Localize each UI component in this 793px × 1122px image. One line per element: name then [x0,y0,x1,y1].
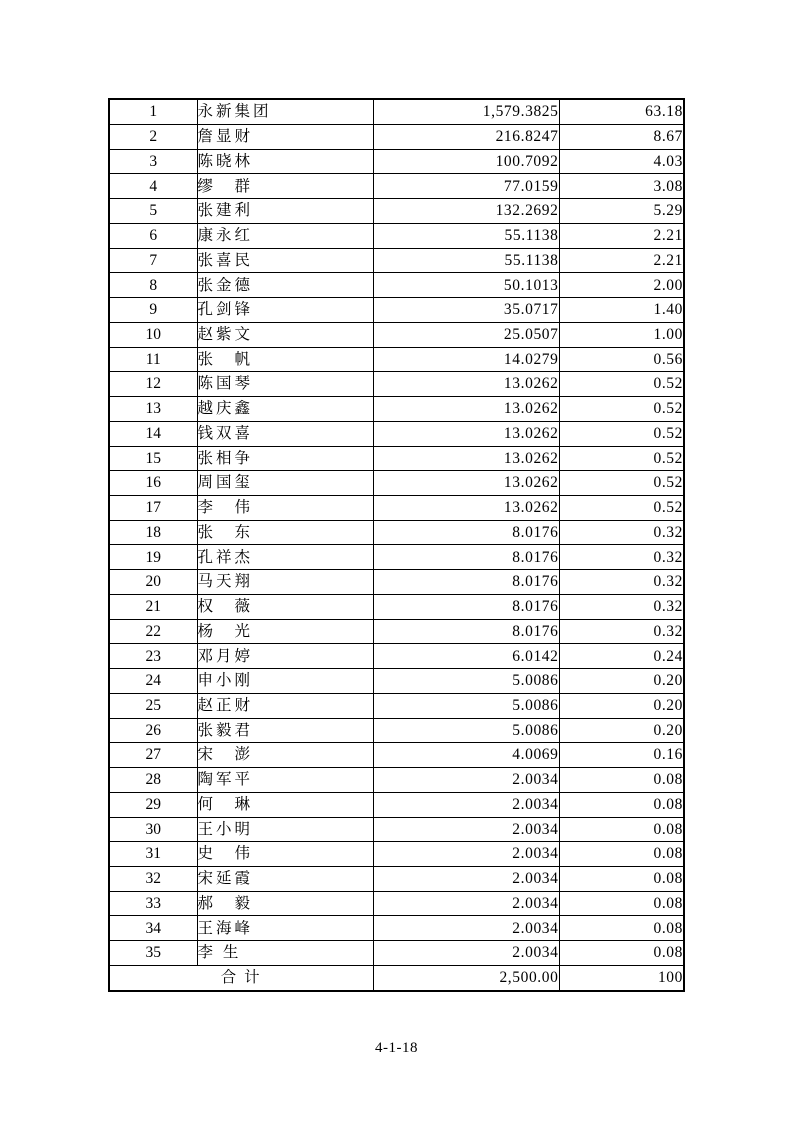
row-name: 张相争 [197,446,373,471]
row-name: 宋 澎 [197,743,373,768]
row-percentage: 0.52 [559,496,684,521]
row-percentage: 0.08 [559,817,684,842]
table-row [109,792,684,817]
row-number: 26 [109,718,197,743]
row-percentage: 0.52 [559,421,684,446]
row-number: 1 [109,99,197,124]
row-percentage: 0.32 [559,570,684,595]
table-row [109,867,684,892]
row-amount: 8.0176 [373,545,559,570]
row-percentage: 0.08 [559,941,684,966]
row-name: 孔剑锋 [197,298,373,323]
table-row [109,471,684,496]
row-percentage: 2.21 [559,248,684,273]
row-number: 32 [109,867,197,892]
row-name: 赵紫文 [197,322,373,347]
row-name: 张 东 [197,520,373,545]
row-number: 14 [109,421,197,446]
row-number: 4 [109,174,197,199]
row-amount: 216.8247 [373,124,559,149]
table-row [109,496,684,521]
table-row [109,149,684,174]
row-percentage: 0.08 [559,891,684,916]
row-amount: 2.0034 [373,768,559,793]
row-percentage: 0.32 [559,594,684,619]
table-row [109,693,684,718]
row-number: 12 [109,372,197,397]
row-amount: 4.0069 [373,743,559,768]
table-row [109,199,684,224]
table-row [109,347,684,372]
row-name: 詹显财 [197,124,373,149]
row-number: 24 [109,669,197,694]
row-number: 10 [109,322,197,347]
table-row [109,594,684,619]
shareholder-table [108,98,685,992]
table-row [109,322,684,347]
row-percentage: 0.20 [559,693,684,718]
table-row [109,298,684,323]
row-name: 赵正财 [197,693,373,718]
row-amount: 8.0176 [373,594,559,619]
row-percentage: 0.32 [559,520,684,545]
row-amount: 25.0507 [373,322,559,347]
row-percentage: 0.08 [559,842,684,867]
table-row [109,669,684,694]
row-number: 3 [109,149,197,174]
row-amount: 5.0086 [373,669,559,694]
row-percentage: 1.40 [559,298,684,323]
table-row [109,768,684,793]
row-name: 申小刚 [197,669,373,694]
row-amount: 2.0034 [373,842,559,867]
table-row [109,446,684,471]
row-number: 34 [109,916,197,941]
row-number: 5 [109,199,197,224]
row-name: 杨 光 [197,619,373,644]
total-amount: 2,500.00 [373,966,559,992]
row-percentage: 0.08 [559,916,684,941]
row-name: 缪 群 [197,174,373,199]
row-amount: 13.0262 [373,496,559,521]
row-number: 17 [109,496,197,521]
row-amount: 55.1138 [373,248,559,273]
row-amount: 2.0034 [373,916,559,941]
row-percentage: 0.16 [559,743,684,768]
row-number: 21 [109,594,197,619]
row-name: 钱双喜 [197,421,373,446]
table-row [109,372,684,397]
row-percentage: 0.56 [559,347,684,372]
row-percentage: 0.20 [559,669,684,694]
table-row [109,718,684,743]
table-row [109,570,684,595]
row-percentage: 0.52 [559,446,684,471]
row-number: 25 [109,693,197,718]
row-name: 郝 毅 [197,891,373,916]
row-amount: 5.0086 [373,718,559,743]
row-name: 张毅君 [197,718,373,743]
row-name: 权 薇 [197,594,373,619]
total-label: 合 计 [109,966,373,992]
row-name: 陈晓林 [197,149,373,174]
row-amount: 50.1013 [373,273,559,298]
row-amount: 13.0262 [373,471,559,496]
row-name: 孔祥杰 [197,545,373,570]
row-amount: 132.2692 [373,199,559,224]
row-amount: 13.0262 [373,397,559,422]
row-amount: 13.0262 [373,446,559,471]
row-name: 张建利 [197,199,373,224]
row-percentage: 0.24 [559,644,684,669]
row-number: 20 [109,570,197,595]
row-percentage: 0.32 [559,545,684,570]
row-amount: 2.0034 [373,867,559,892]
row-amount: 5.0086 [373,693,559,718]
row-percentage: 0.08 [559,792,684,817]
table-row [109,916,684,941]
row-name: 李 生 [197,941,373,966]
row-name: 张 帆 [197,347,373,372]
row-name: 永新集团 [197,99,373,124]
row-percentage: 0.32 [559,619,684,644]
table-row [109,619,684,644]
row-percentage: 0.08 [559,768,684,793]
row-name: 越庆鑫 [197,397,373,422]
table-row [109,421,684,446]
table-row [109,644,684,669]
row-percentage: 0.52 [559,471,684,496]
row-number: 6 [109,223,197,248]
row-number: 7 [109,248,197,273]
row-number: 35 [109,941,197,966]
row-percentage: 63.18 [559,99,684,124]
row-percentage: 0.52 [559,372,684,397]
row-amount: 2.0034 [373,891,559,916]
row-name: 马天翔 [197,570,373,595]
table-body [109,99,684,966]
row-amount: 100.7092 [373,149,559,174]
row-percentage: 2.21 [559,223,684,248]
row-amount: 2.0034 [373,817,559,842]
row-name: 康永红 [197,223,373,248]
row-amount: 77.0159 [373,174,559,199]
table-row [109,124,684,149]
row-number: 19 [109,545,197,570]
row-number: 33 [109,891,197,916]
row-amount: 55.1138 [373,223,559,248]
row-name: 宋延霞 [197,867,373,892]
row-number: 30 [109,817,197,842]
table-row [109,248,684,273]
row-name: 何 琳 [197,792,373,817]
row-name: 张喜民 [197,248,373,273]
table-row [109,817,684,842]
row-amount: 1,579.3825 [373,99,559,124]
row-name: 李 伟 [197,496,373,521]
row-number: 31 [109,842,197,867]
table-footer [109,966,684,992]
row-number: 22 [109,619,197,644]
total-percentage: 100 [559,966,684,992]
table-row [109,891,684,916]
table-row [109,273,684,298]
row-amount: 8.0176 [373,520,559,545]
page-number: 4-1-18 [375,1040,418,1056]
row-percentage: 5.29 [559,199,684,224]
row-percentage: 0.08 [559,867,684,892]
table-row [109,397,684,422]
row-amount: 13.0262 [373,421,559,446]
row-percentage: 2.00 [559,273,684,298]
row-percentage: 0.20 [559,718,684,743]
row-name: 史 伟 [197,842,373,867]
row-amount: 6.0142 [373,644,559,669]
total-row [109,966,684,992]
row-percentage: 3.08 [559,174,684,199]
row-number: 28 [109,768,197,793]
row-number: 27 [109,743,197,768]
row-number: 29 [109,792,197,817]
row-number: 2 [109,124,197,149]
row-number: 18 [109,520,197,545]
row-number: 9 [109,298,197,323]
row-percentage: 4.03 [559,149,684,174]
table-row [109,174,684,199]
row-name: 张金德 [197,273,373,298]
row-name: 王海峰 [197,916,373,941]
row-number: 13 [109,397,197,422]
row-number: 23 [109,644,197,669]
row-amount: 35.0717 [373,298,559,323]
row-amount: 13.0262 [373,372,559,397]
row-amount: 2.0034 [373,792,559,817]
row-name: 王小明 [197,817,373,842]
row-name: 陶军平 [197,768,373,793]
row-percentage: 0.52 [559,397,684,422]
row-amount: 8.0176 [373,619,559,644]
row-amount: 8.0176 [373,570,559,595]
row-number: 11 [109,347,197,372]
table-row [109,842,684,867]
table-row [109,545,684,570]
row-percentage: 8.67 [559,124,684,149]
table-row [109,223,684,248]
row-amount: 2.0034 [373,941,559,966]
table-row [109,99,684,124]
row-name: 邓月婷 [197,644,373,669]
row-percentage: 1.00 [559,322,684,347]
row-number: 16 [109,471,197,496]
row-name: 周国玺 [197,471,373,496]
table-row [109,520,684,545]
row-number: 15 [109,446,197,471]
table-row [109,941,684,966]
table-row [109,743,684,768]
row-name: 陈国琴 [197,372,373,397]
row-number: 8 [109,273,197,298]
row-amount: 14.0279 [373,347,559,372]
